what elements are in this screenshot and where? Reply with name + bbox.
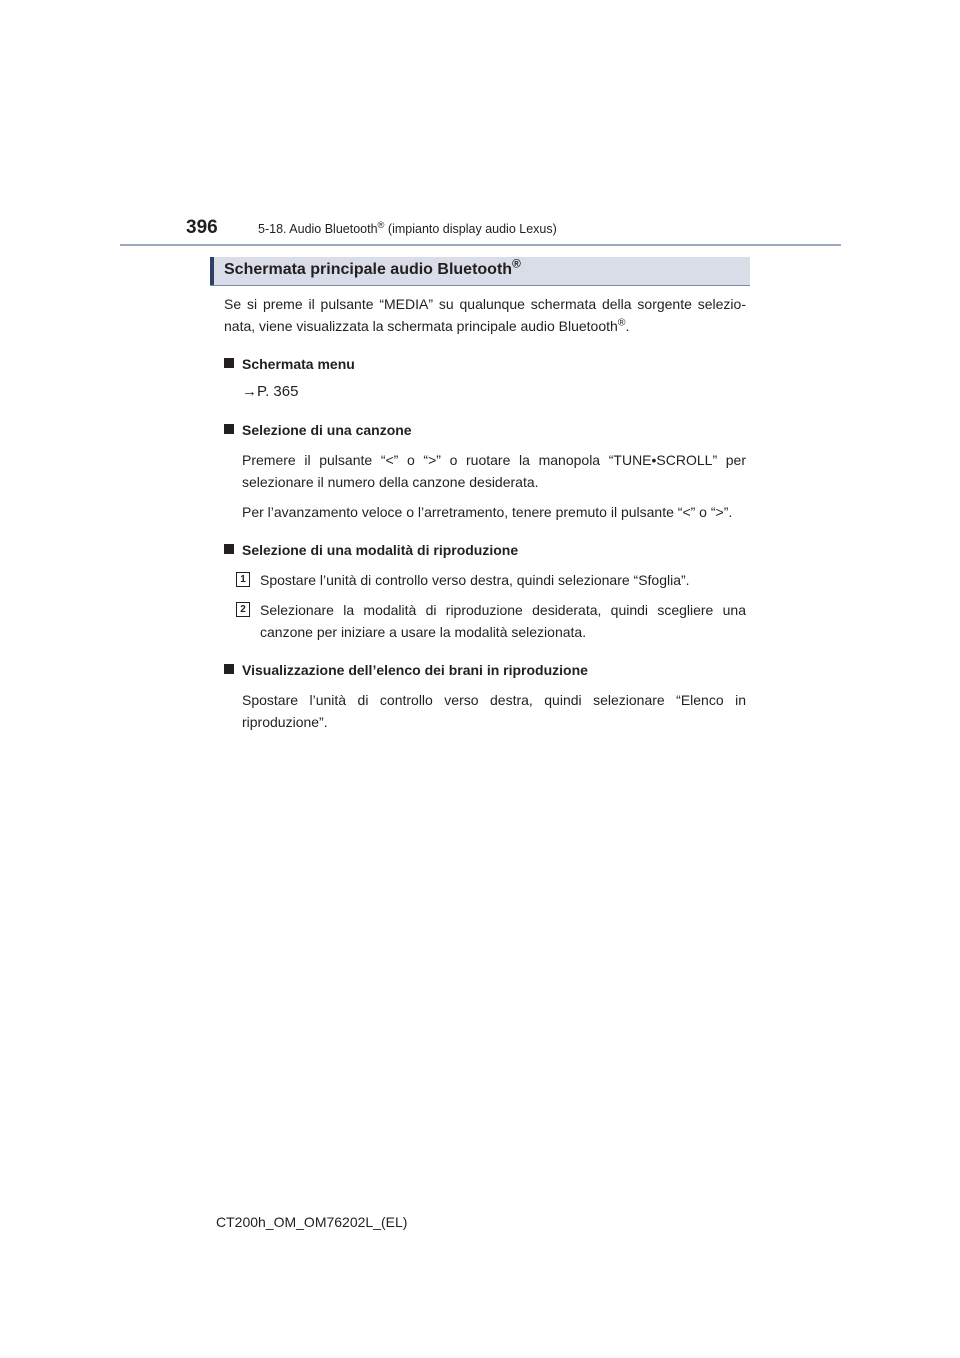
page-number: 396 [186,217,218,238]
section-title: Schermata principale audio Bluetooth® [224,256,521,278]
heading-playlist: Visualizzazione dell’elenco dei brani in riproduzione [224,659,746,681]
song-paragraph-1: Premere il pulsante “<” o “>” o ruotare la manopola “TUNE•SCROLL” per selezionare il numero della canzone desiderata. [242,452,746,490]
section-rule [210,285,750,286]
playlist-paragraph: Spostare l’unità di controllo verso destra, quindi selezionare “Elenco in riproduzione”. [242,692,746,730]
step-number-badge: 2 [236,602,250,617]
page-reference-link[interactable]: →P. 365 [242,383,299,400]
arrow-right-icon: → [242,383,257,400]
chapter-title: 5-18. Audio Bluetooth® (impianto display audio Lexus) [258,219,557,236]
heading-play-mode: Selezione di una modalità di riproduzione [224,539,746,561]
step-1: 1 Spostare l’unità di controllo verso destra, quindi selezionare “Sfoglia”. [224,569,746,591]
step-2: 2 Selezionare la modalità di riproduzione desiderata, quindi scegliere una canzone per iniziare a usare la modalità selezionata. [224,599,746,643]
square-bullet-icon [224,424,234,434]
section-title-bar [210,257,750,285]
page-header [186,217,557,239]
footer-code: CT200h_OM_OM76202L_(EL) [216,1214,408,1230]
intro-paragraph: Se si preme il pulsante “MEDIA” su qualunque schermata della sorgente selezio-nata, viene visualizzata la schermata principale audio Bluetooth®. [224,296,746,334]
step-number-badge: 1 [236,572,250,587]
song-paragraph-2: Per l’avanzamento veloce o l’arretramento, tenere premuto il pulsante “<” o “>”. [242,504,733,520]
header-rule [120,244,841,246]
main-content [224,293,746,733]
square-bullet-icon [224,358,234,368]
heading-menu: Schermata menu [224,353,746,375]
square-bullet-icon [224,544,234,554]
square-bullet-icon [224,664,234,674]
heading-song-selection: Selezione di una canzone [224,419,746,441]
